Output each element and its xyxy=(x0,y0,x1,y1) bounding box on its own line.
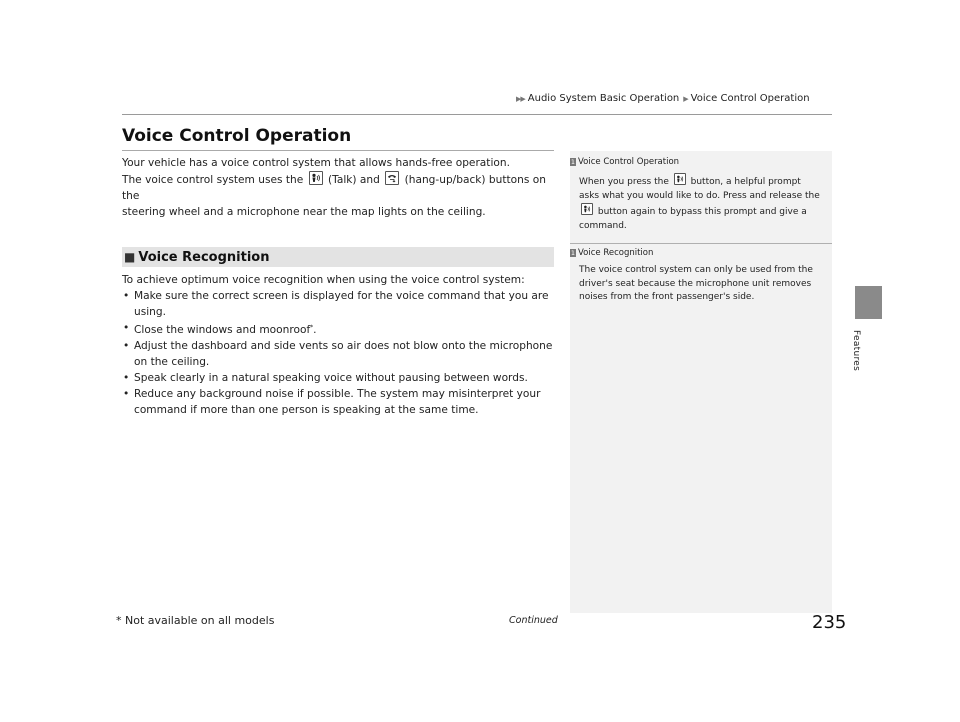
section-lead: To achieve optimum voice recognition when using the voice control system: xyxy=(122,274,525,286)
page-number: 235 xyxy=(812,612,847,633)
intro-text: The voice control system uses the xyxy=(122,174,304,186)
intro-text: (hang-up/back) buttons on the xyxy=(122,174,546,202)
list-item: • Make sure the correct screen is displayed for the voice command that you are using. xyxy=(123,290,549,318)
intro-text: (Talk) and xyxy=(328,174,380,186)
section-header xyxy=(122,247,554,267)
title-divider xyxy=(122,150,554,151)
tips-list xyxy=(122,288,558,418)
note-number-badge: 1 xyxy=(570,249,576,257)
note-number-badge: 1 xyxy=(570,158,576,166)
intro-text: Your vehicle has a voice control system that allows hands-free operation. xyxy=(122,157,510,169)
footnote-marker: * xyxy=(310,324,314,331)
note-divider xyxy=(570,243,832,244)
note-title: Voice Control Operation xyxy=(578,157,680,167)
note-body: When you press the button, a helpful prompt asks what you would like to do. Press and release the button again to bypass this prompt and give a command. xyxy=(579,173,820,233)
footnote: * Not available on all models xyxy=(116,614,275,627)
talk-button-icon xyxy=(309,171,323,185)
header-divider xyxy=(122,114,832,115)
note-voice-recognition xyxy=(570,248,832,305)
continued-label: Continued xyxy=(509,615,558,626)
note-title: Voice Recognition xyxy=(578,248,654,258)
intro-paragraph xyxy=(122,155,558,220)
list-item: • Speak clearly in a natural speaking voice without pausing between words. xyxy=(123,372,528,384)
section-title: Voice Recognition xyxy=(138,249,270,265)
breadcrumb-item[interactable]: Audio System Basic Operation xyxy=(527,93,680,104)
arrow-icon: ▶ xyxy=(683,94,688,103)
note-heading xyxy=(570,248,832,258)
section-marker: ■ xyxy=(124,250,136,264)
chapter-tab xyxy=(855,286,882,319)
note-voice-control xyxy=(570,157,832,233)
page-title: Voice Control Operation xyxy=(122,126,352,146)
note-heading xyxy=(570,157,832,167)
list-item: • Adjust the dashboard and side vents so air does not blow onto the microphone on the ceiling. xyxy=(123,340,553,368)
double-arrow-icon: ▶▶ xyxy=(516,94,525,103)
talk-button-icon xyxy=(674,173,686,185)
note-body: The voice control system can only be used from the driver's seat because the microphone unit removes noises from the front passenger's side. xyxy=(579,265,813,302)
breadcrumb-item[interactable]: Voice Control Operation xyxy=(690,93,810,104)
hang-up-back-button-icon xyxy=(385,171,399,185)
breadcrumb xyxy=(516,93,810,104)
talk-button-icon xyxy=(581,203,593,215)
intro-text: steering wheel and a microphone near the map lights on the ceiling. xyxy=(122,206,486,218)
list-item: • Reduce any background noise if possible. The system may misinterpret your command if more than one person is speaking at the same time. xyxy=(123,388,541,416)
chapter-label: Features xyxy=(851,330,861,372)
list-item: • Close the windows and moonroof*. xyxy=(123,322,317,336)
